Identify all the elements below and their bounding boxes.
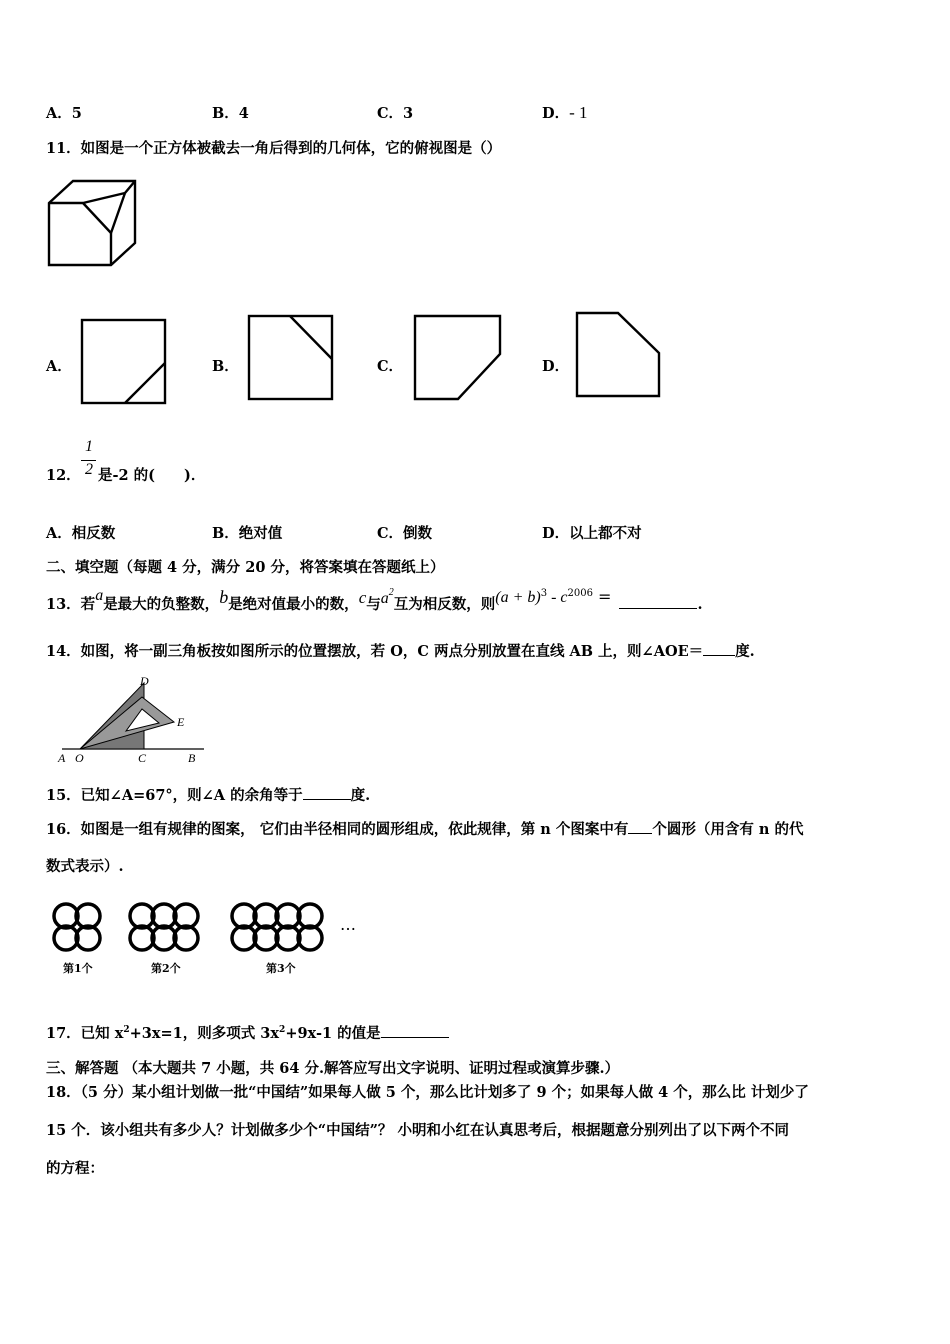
q10-option-c: C．3 <box>377 105 414 122</box>
q11-option-b-label: B． <box>212 358 239 375</box>
q11-option-b-figure <box>247 314 335 402</box>
q14-label-a: A <box>58 751 66 765</box>
q12-option-c: C．倒数 <box>377 525 433 542</box>
q16-line2: 数式表示）. <box>46 858 124 875</box>
q11-option-d-figure <box>575 311 665 399</box>
q14-label-o: O <box>75 751 84 765</box>
q18-line2: 15 个．该小组共有多少人？计划做多少个“中国结”？ 小明和小红在认真思考后，根据题意分别列出了以下两个不同 <box>46 1122 789 1139</box>
q12-text: 是-2 的( )． <box>98 467 206 484</box>
q14-label-b: B <box>188 751 196 765</box>
q14-triangle-figure <box>56 673 206 765</box>
q14-label-e: E <box>177 715 185 729</box>
q10-option-b: B．4 <box>212 105 249 122</box>
q17: 17．已知 $x^2+3x=1$，则多项式 $3x^2+9x-1$ 的值是 <box>46 1022 449 1043</box>
q10-option-d: D．- 1 <box>542 103 588 122</box>
q10-option-a: A．5 <box>46 105 82 122</box>
q12-option-a: A．相反数 <box>46 525 116 542</box>
q16-pattern-2 <box>126 900 210 956</box>
q11-option-a-label: A． <box>46 358 72 375</box>
q18-line3: 的方程： <box>46 1160 104 1177</box>
q14-label-c: C <box>138 751 147 765</box>
q12-fraction-numerator: 1 <box>85 438 93 455</box>
q11-option-c-figure <box>413 314 503 402</box>
q16-label-2: 第2个 <box>151 962 181 975</box>
q16-label-1: 第1个 <box>63 962 93 975</box>
q11-option-c-label: C． <box>377 358 404 375</box>
q15: 15．已知∠A=67°，则∠A 的余角等于 度. <box>46 787 371 804</box>
q12-option-b: B．绝对值 <box>212 525 283 542</box>
q14: 14．如图，将一副三角板按如图所示的位置摆放，若 O，C 两点分别放置在直线 AB 上，则∠AOE＝ 度. <box>46 643 755 660</box>
q11-option-d-label: D． <box>542 358 570 375</box>
q14-label-d: D <box>140 674 149 688</box>
q16-line1: 16．如图是一组有规律的图案， 它们由半径相同的圆形组成，依此规律，第 n 个图案中有 个圆形（用含有 n 的代 <box>46 821 804 838</box>
q12-option-d: D．以上都不对 <box>542 525 642 542</box>
q16-label-3: 第3个 <box>266 962 296 975</box>
q11-cube-figure <box>46 178 138 270</box>
q18-line1: 18．（5 分）某小组计划做一批“中国结”如果每人做 5 个，那么比计划多了 9 个；如果每人做 4 个，那么比 计划少了 <box>46 1084 809 1101</box>
section-2-heading: 二、填空题（每题 4 分，满分 20 分，将答案填在答题纸上） <box>46 559 445 576</box>
q12-fraction-denominator: 2 <box>85 461 93 478</box>
q11-option-a-figure <box>80 318 168 406</box>
q11-stem: 11．如图是一个正方体被截去一角后得到的几何体，它的俯视图是（） <box>46 140 502 157</box>
q13: 13．若a是最大的负整数，b是绝对值最小的数，c与$a^2$互为相反数，则$(a + b)^3 - c^{2006}$ = . <box>46 587 703 613</box>
q16-pattern-3 <box>228 900 334 956</box>
q12-number: 12． <box>46 467 81 484</box>
q16-pattern-1 <box>50 900 106 956</box>
section-3-heading: 三、解答题 （本大题共 7 小题，共 64 分.解答应写出文字说明、证明过程或演算步骤.） <box>46 1060 620 1077</box>
q16-ellipsis: … <box>340 915 356 934</box>
